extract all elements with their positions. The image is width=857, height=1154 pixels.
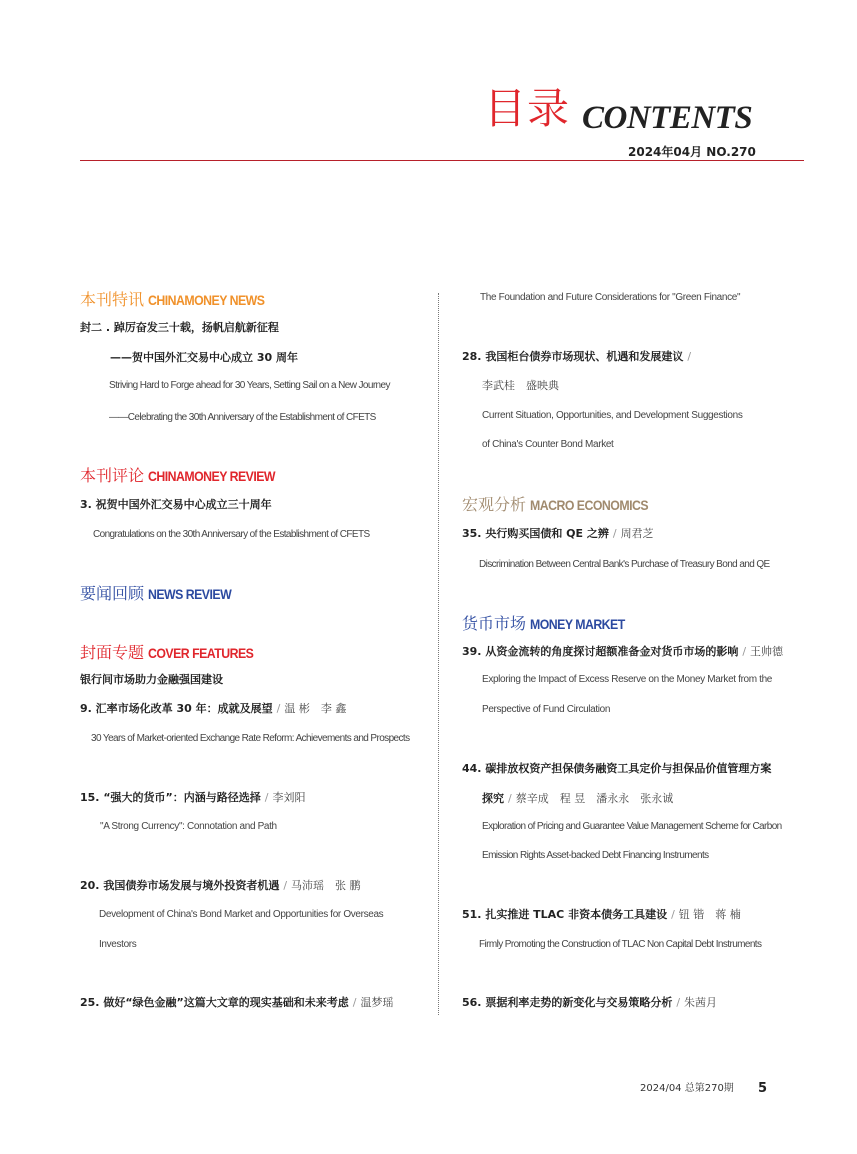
- entry-title: 15. “强大的货币”：内涵与路径选择: [80, 791, 261, 804]
- entry-english: Striving Hard to Forge ahead for 30 Years, Setting Sail on a New Journey: [109, 380, 390, 391]
- entry-44[interactable]: 探究 / 蔡辛成 程 昱 潘永永 张永诚: [482, 792, 674, 805]
- footer-issue: 2024/04 总第270期: [640, 1083, 734, 1094]
- section-en: COVER FEATURES: [148, 645, 254, 661]
- section-cn: 本刊特讯: [80, 290, 145, 309]
- entry-author: 蔡辛成 程 昱 潘永永 张永诚: [515, 792, 674, 805]
- entry-9[interactable]: 9. 汇率市场化改革 30 年：成就及展望 / 温 彬 李 鑫: [80, 702, 347, 715]
- entry-title: 28. 我国柜台债券市场现状、机遇和发展建议: [462, 350, 684, 363]
- entry-english: Current Situation, Opportunities, and Development Suggestions: [482, 410, 743, 421]
- entry-english: Emission Rights Asset-backed Debt Financing Instruments: [482, 850, 709, 861]
- entry-35[interactable]: 35. 央行购买国债和 QE 之辨 / 周君芝: [462, 527, 654, 540]
- entry-author: 周君芝: [620, 527, 654, 540]
- entry-english: Congratulations on the 30th Anniversary of the Establishment of CFETS: [93, 529, 370, 540]
- entry-title: 51. 扎实推进 TLAC 非资本债务工具建设: [462, 908, 668, 921]
- entry-56[interactable]: 56. 票据利率走势的新变化与交易策略分析 / 朱茜月: [462, 996, 718, 1009]
- entry-author: 朱茜月: [684, 996, 718, 1009]
- entry-title[interactable]: 3. 祝贺中国外汇交易中心成立三十周年: [80, 498, 272, 511]
- entry-39[interactable]: 39. 从资金流转的角度探讨超额准备金对货币市场的影响 / 王帅德: [462, 645, 784, 658]
- entry-author: 温 彬 李 鑫: [284, 702, 347, 715]
- feature-subtitle: 银行间市场助力金融强国建设: [80, 673, 223, 686]
- column-divider: [438, 293, 439, 1015]
- entry-title: 20. 我国债券市场发展与境外投资者机遇: [80, 879, 280, 892]
- entry-25[interactable]: 25. 做好“绿色金融”这篇大文章的现实基础和未来考虑 / 温梦瑶: [80, 996, 394, 1009]
- entry-title[interactable]: 封二 . 踔厉奋发三十载，扬帆启航新征程: [80, 321, 279, 334]
- entry-english: of China's Counter Bond Market: [482, 439, 614, 450]
- section-chinamoney-review[interactable]: [80, 468, 292, 484]
- section-cn: 封面专题: [80, 643, 145, 662]
- entry-44-title[interactable]: 44. 碳排放权资产担保债务融资工具定价与担保品价值管理方案: [462, 762, 772, 775]
- entry-15[interactable]: 15. “强大的货币”：内涵与路径选择 / 李刘阳: [80, 791, 306, 804]
- entry-subtitle[interactable]: ——贺中国外汇交易中心成立 30 周年: [110, 351, 298, 364]
- entry-author: 王帅德: [750, 645, 784, 658]
- section-en: MONEY MARKET: [530, 616, 625, 632]
- contents-title-cn: 目录: [484, 84, 571, 133]
- section-cn: 货币市场: [462, 614, 527, 633]
- issue-label: 2024年04月 NO.270: [628, 145, 756, 159]
- entry-title: 39. 从资金流转的角度探讨超额准备金对货币市场的影响: [462, 645, 739, 658]
- entry-author: 温梦瑶: [360, 996, 394, 1009]
- contents-title-en: CONTENTS: [582, 100, 753, 136]
- header-rule: [80, 160, 804, 161]
- entry-author: 李刘阳: [272, 791, 306, 804]
- section-en: CHINAMONEY REVIEW: [148, 468, 276, 484]
- entry-english: Development of China's Bond Market and Opportunities for Overseas: [99, 909, 384, 920]
- entry-english: "A Strong Currency": Connotation and Path: [100, 821, 277, 832]
- entry-title: 25. 做好“绿色金融”这篇大文章的现实基础和未来考虑: [80, 996, 349, 1009]
- entry-28[interactable]: 28. 我国柜台债券市场现状、机遇和发展建议 /: [462, 350, 692, 363]
- entry-english: Exploring the Impact of Excess Reserve on the Money Market from the: [482, 674, 773, 685]
- entry-20[interactable]: 20. 我国债券市场发展与境外投资者机遇 / 马沛瑶 张 鹏: [80, 879, 361, 892]
- entry-english: 30 Years of Market-oriented Exchange Rate Reform: Achievements and Prospects: [91, 733, 410, 744]
- section-cover-features[interactable]: [80, 645, 268, 661]
- entry-english: Exploration of Pricing and Guarantee Value Management Scheme for Carbon: [482, 821, 782, 832]
- section-cn: 本刊评论: [80, 466, 145, 485]
- section-en: MACRO ECONOMICS: [530, 497, 649, 513]
- entry-author: 李武桂 盛映典: [482, 379, 559, 392]
- entry-title: 35. 央行购买国债和 QE 之辨: [462, 527, 609, 540]
- section-cn: 宏观分析: [462, 495, 527, 514]
- entry-title: 56. 票据利率走势的新变化与交易策略分析: [462, 996, 673, 1009]
- section-news-review[interactable]: [80, 586, 243, 602]
- section-en: CHINAMONEY NEWS: [148, 292, 265, 308]
- entry-english: The Foundation and Future Considerations for "Green Finance": [480, 292, 741, 303]
- entry-author: 马沛瑶 张 鹏: [291, 879, 361, 892]
- entry-title: 探究: [482, 792, 504, 805]
- page-number: 5: [758, 1081, 768, 1096]
- entry-english: Firmly Promoting the Construction of TLAC Non Capital Debt Instruments: [479, 939, 762, 950]
- entry-english: Perspective of Fund Circulation: [482, 704, 611, 715]
- entry-english: Investors: [99, 939, 137, 950]
- section-cn: 要闻回顾: [80, 584, 145, 603]
- entry-51[interactable]: 51. 扎实推进 TLAC 非资本债务工具建设 / 钮 锴 蒋 楠: [462, 908, 741, 921]
- entry-author: 钮 锴 蒋 楠: [678, 908, 741, 921]
- entry-english: Discrimination Between Central Bank's Purchase of Treasury Bond and QE: [479, 559, 770, 570]
- section-macro-economics[interactable]: [462, 497, 664, 513]
- section-en: NEWS REVIEW: [148, 586, 232, 602]
- section-money-market[interactable]: [462, 616, 638, 632]
- entry-english: ——Celebrating the 30th Anniversary of the Establishment of CFETS: [109, 412, 376, 423]
- entry-title: 9. 汇率市场化改革 30 年：成就及展望: [80, 702, 273, 715]
- section-chinamoney-news[interactable]: [80, 292, 280, 308]
